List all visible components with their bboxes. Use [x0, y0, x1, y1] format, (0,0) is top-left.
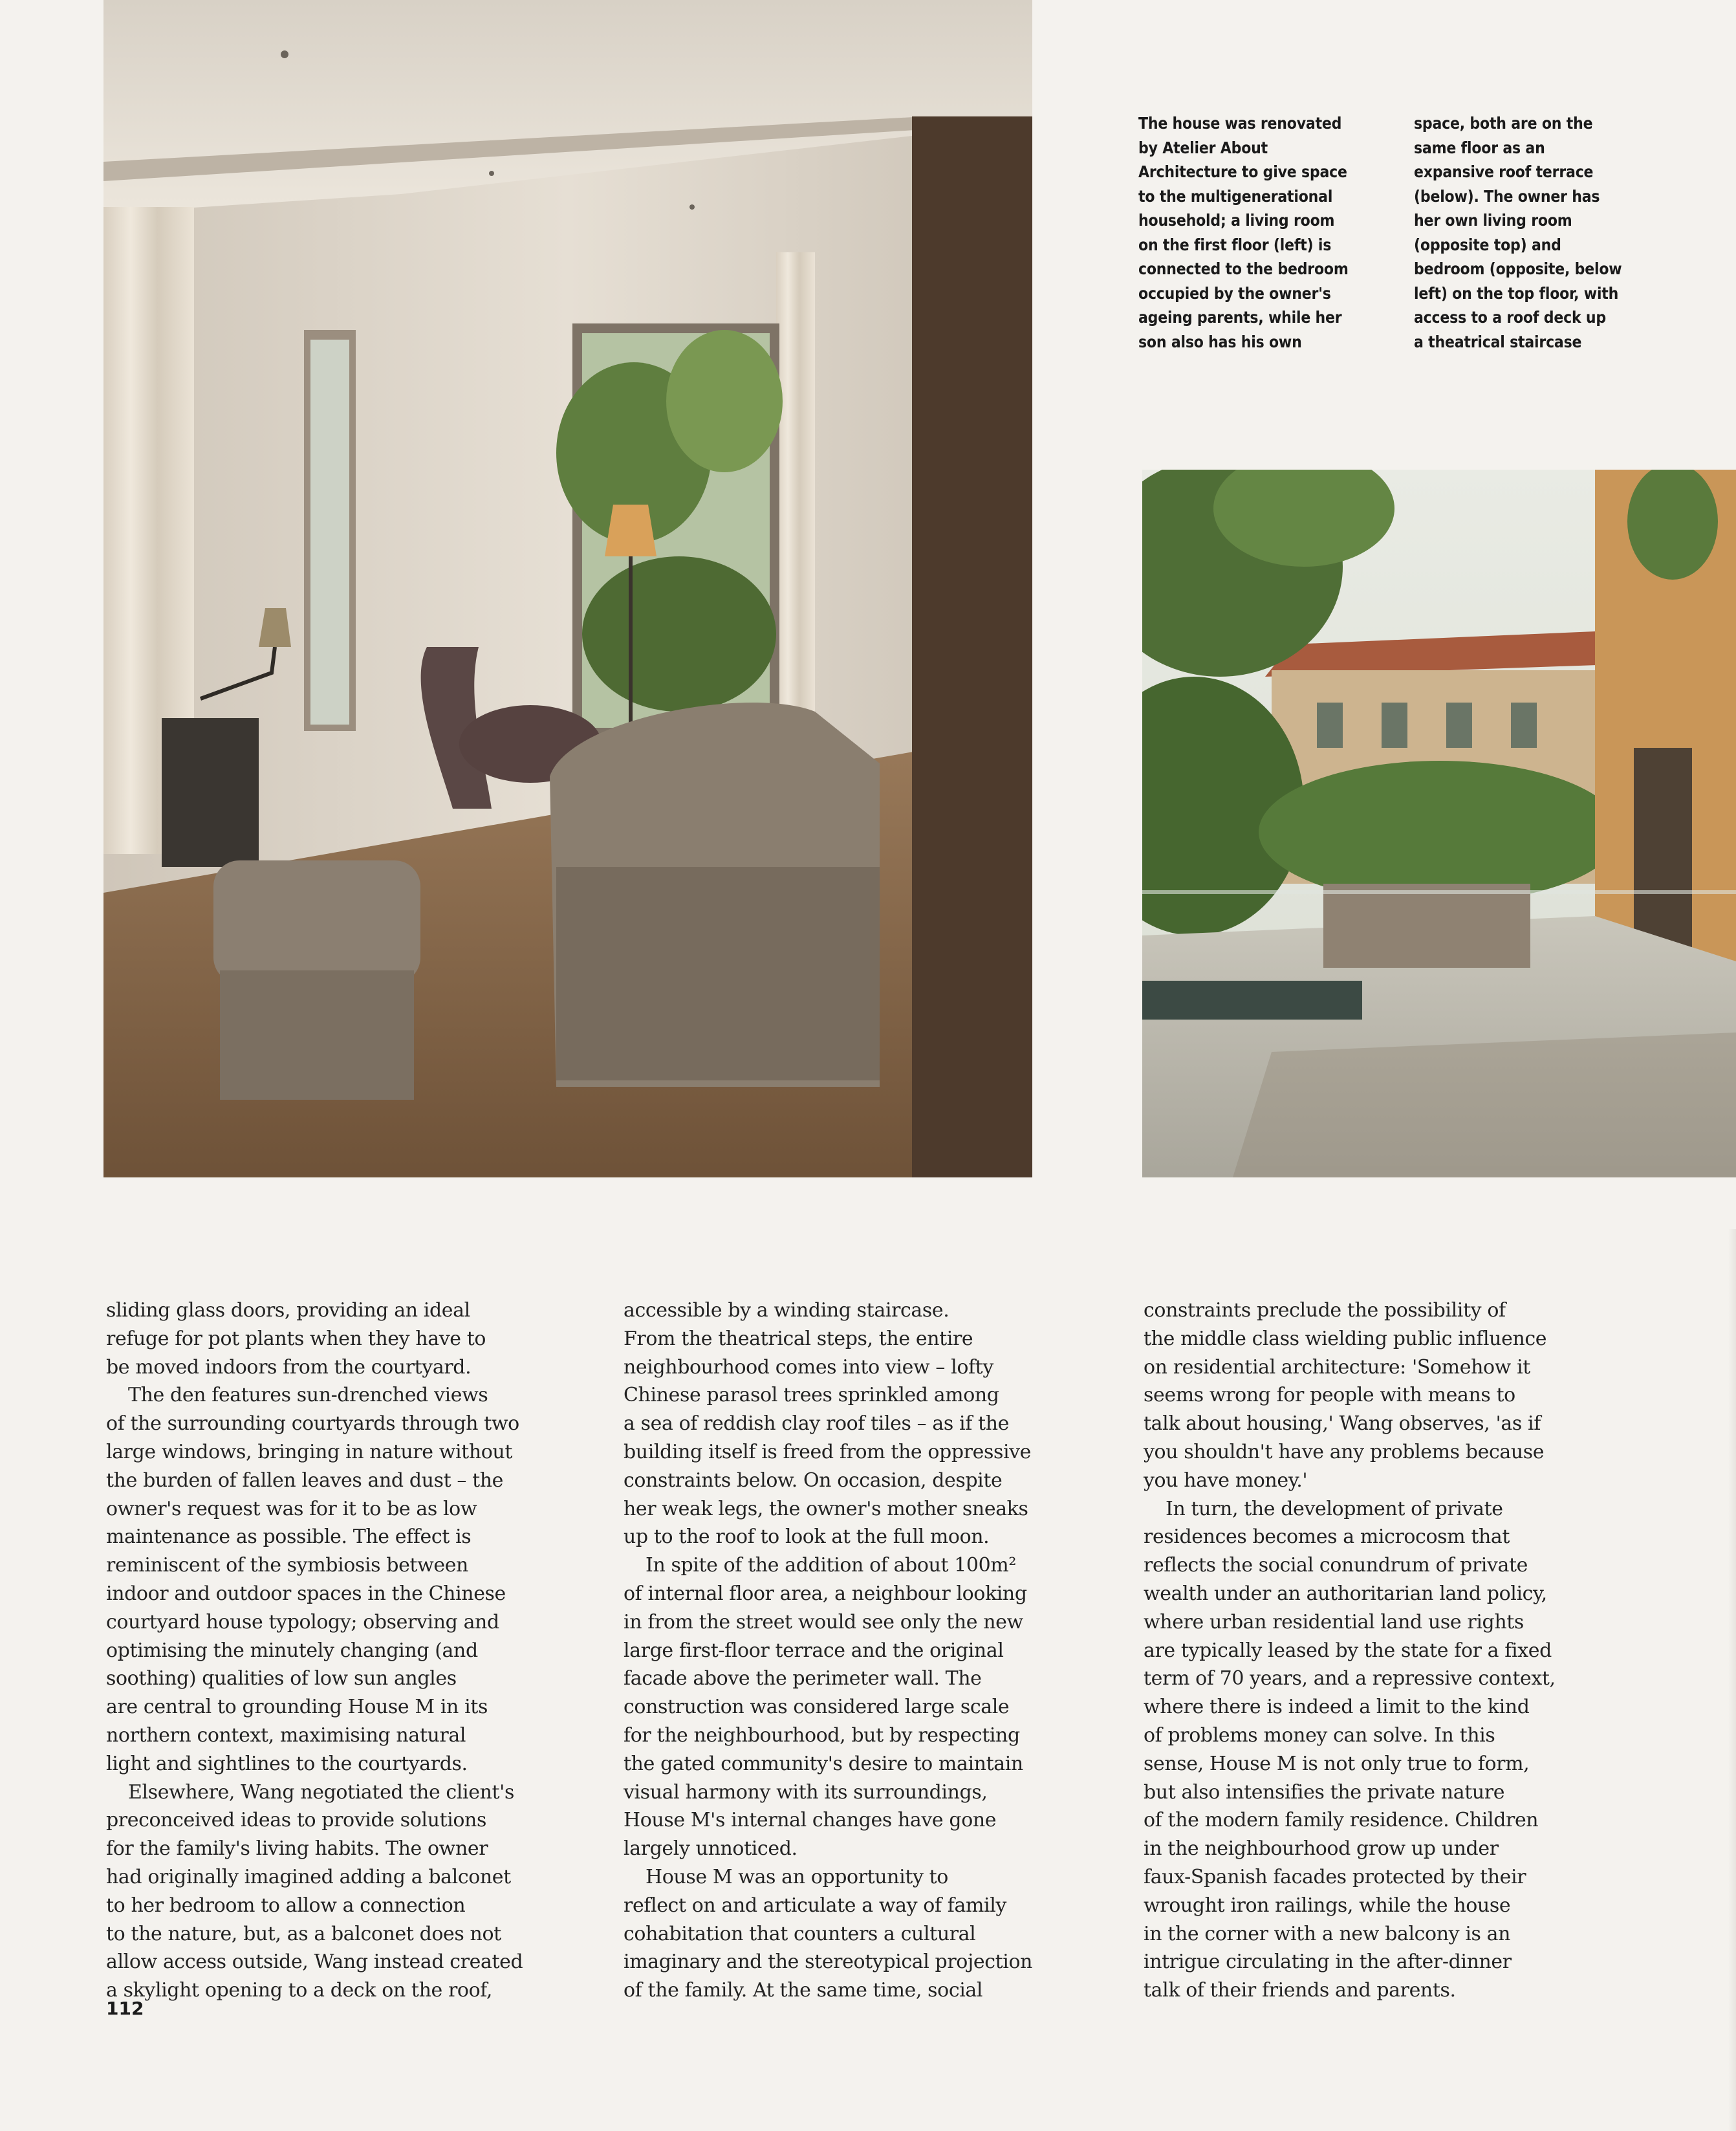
body-line: visual harmony with its surroundings, — [624, 1780, 988, 1804]
body-line: constraints below. On occasion, despite — [624, 1469, 1003, 1492]
glass-balustrade — [1142, 890, 1736, 894]
glass-balustrade-lower — [1233, 1033, 1736, 1177]
side-table — [162, 718, 259, 867]
body-line: facade above the perimeter wall. The — [624, 1667, 982, 1690]
body-column-1 — [106, 1296, 598, 2005]
body-line: of the surrounding courtyards through two — [106, 1412, 519, 1436]
caption-line: occupied by the owner's — [1138, 283, 1331, 303]
body-line: wrought iron railings, while the house — [1144, 1894, 1511, 1917]
neighbour-window — [1446, 703, 1472, 748]
body-line: northern context, maximising natural — [106, 1723, 466, 1747]
ottoman-top — [213, 860, 420, 983]
body-line: you have money.' — [1144, 1469, 1308, 1492]
body-line: Elsewhere, Wang negotiated the client's — [128, 1780, 514, 1804]
armchair-skirt — [556, 867, 880, 1080]
body-line: her weak legs, the owner's mother sneaks — [624, 1497, 1028, 1520]
body-line: courtyard house typology; observing and — [106, 1610, 499, 1634]
body-line: had originally imagined adding a balconet — [106, 1865, 511, 1888]
body-line: soothing) qualities of low sun angles — [106, 1667, 457, 1690]
body-line: maintenance as possible. The effect is — [106, 1525, 472, 1549]
body-line: be moved indoors from the courtyard. — [106, 1355, 472, 1379]
floor-lamp-shade — [605, 505, 656, 556]
body-line: on residential architecture: 'Somehow it — [1144, 1355, 1530, 1379]
body-line: The den features sun-drenched views — [128, 1384, 488, 1407]
body-line: sliding glass doors, providing an ideal — [106, 1299, 470, 1322]
body-line: refuge for pot plants when they have to — [106, 1327, 486, 1350]
caption-line: (opposite top) and — [1414, 235, 1561, 254]
body-line: where urban residential land use rights — [1144, 1610, 1524, 1634]
body-line: reminiscent of the symbiosis between — [106, 1554, 468, 1577]
body-line: In turn, the development of private — [1166, 1497, 1503, 1520]
page-number: 112 — [106, 1998, 144, 2019]
body-line: seems wrong for people with means to — [1144, 1384, 1515, 1407]
body-line: preconceived ideas to provide solutions — [106, 1809, 486, 1832]
body-column-2 — [624, 1296, 1115, 2005]
caption-column-2 — [1414, 111, 1653, 354]
caption-column-1 — [1138, 111, 1378, 354]
window-foliage — [582, 556, 776, 712]
body-line: reflect on and articulate a way of family — [624, 1894, 1006, 1917]
caption-line: expansive roof terrace — [1414, 162, 1594, 181]
body-line: talk about housing,' Wang observes, 'as if — [1144, 1412, 1541, 1436]
living-room-illustration — [103, 0, 1032, 1177]
neighbour-window — [1511, 703, 1537, 748]
caption-line: Architecture to give space — [1138, 162, 1347, 181]
body-line: but also intensifies the private nature — [1144, 1780, 1505, 1804]
body-line: of problems money can solve. In this — [1144, 1723, 1495, 1747]
body-line: neighbourhood comes into view – lofty — [624, 1355, 993, 1379]
body-line: large windows, bringing in nature without — [106, 1440, 512, 1463]
body-line: light and sightlines to the courtyards. — [106, 1752, 468, 1775]
stone-counter — [1323, 884, 1530, 968]
caption-line: her own living room — [1414, 211, 1572, 230]
caption-line: space, both are on the — [1414, 114, 1593, 133]
terrace-illustration — [1142, 470, 1736, 1177]
body-line: the burden of fallen leaves and dust – the — [106, 1469, 504, 1492]
ceiling-light — [689, 204, 695, 210]
body-line: construction was considered large scale — [624, 1696, 1010, 1719]
caption-line: same floor as an — [1414, 138, 1545, 157]
body-line: faux-Spanish facades protected by their — [1144, 1865, 1526, 1888]
body-line: the middle class wielding public influence — [1144, 1327, 1547, 1350]
body-line: a skylight opening to a deck on the roof, — [106, 1979, 493, 2002]
narrow-window-glass — [310, 340, 349, 725]
body-line: imaginary and the stereotypical projection — [624, 1951, 1033, 1974]
body-line: In spite of the addition of about 100m² — [646, 1554, 1016, 1577]
body-line: of internal floor area, a neighbour looking — [624, 1582, 1027, 1605]
caption-line: connected to the bedroom — [1138, 259, 1349, 278]
body-line: wealth under an authoritarian land policy, — [1144, 1582, 1547, 1605]
body-line: large first-floor terrace and the original — [624, 1639, 1004, 1662]
body-line: a sea of reddish clay roof tiles – as if the — [624, 1412, 1009, 1436]
body-line: of the family. At the same time, social — [624, 1979, 983, 2002]
body-line: indoor and outdoor spaces in the Chinese — [106, 1582, 506, 1605]
neighbour-window — [1382, 703, 1407, 748]
body-line: in the corner with a new balcony is an — [1144, 1922, 1511, 1945]
body-line: for the neighbourhood, but by respecting — [624, 1723, 1020, 1747]
caption-line: household; a living room — [1138, 211, 1335, 230]
body-line: intrigue circulating in the after-dinner — [1144, 1951, 1512, 1974]
caption-line: ageing parents, while her — [1138, 308, 1342, 327]
caption-line: (below). The owner has — [1414, 186, 1600, 206]
caption-line: The house was renovated — [1138, 114, 1342, 133]
body-line: to her bedroom to allow a connection — [106, 1894, 466, 1917]
photo-roof-terrace — [1142, 470, 1736, 1177]
curtain-right — [776, 252, 815, 744]
body-line: constraints preclude the possibility of — [1144, 1299, 1506, 1322]
body-line: term of 70 years, and a repressive context, — [1144, 1667, 1556, 1690]
ceiling-light — [281, 50, 288, 58]
body-line: building itself is freed from the oppressive — [624, 1440, 1032, 1463]
caption-line: son also has his own — [1138, 332, 1302, 351]
caption-line: to the multigenerational — [1138, 186, 1333, 206]
body-line: residences becomes a microcosm that — [1144, 1525, 1510, 1549]
caption-line: a theatrical staircase — [1414, 332, 1582, 351]
body-line: reflects the social conundrum of private — [1144, 1554, 1528, 1577]
window-foliage — [666, 330, 783, 472]
body-line: of the modern family residence. Children — [1144, 1809, 1539, 1832]
photo-living-room — [103, 0, 1032, 1177]
page-edge — [1728, 1229, 1736, 2131]
body-line: talk of their friends and parents. — [1144, 1979, 1456, 2002]
body-line: the gated community's desire to maintain — [624, 1752, 1023, 1775]
ottoman-skirt — [220, 970, 414, 1100]
body-line: largely unnoticed. — [624, 1837, 797, 1861]
body-line: cohabitation that counters a cultural — [624, 1922, 976, 1945]
body-line: House M was an opportunity to — [646, 1865, 948, 1888]
wood-panel-wall — [912, 116, 1032, 1177]
body-column-3 — [1144, 1296, 1635, 2005]
body-line: in the neighbourhood grow up under — [1144, 1837, 1499, 1861]
caption-line: left) on the top floor, with — [1414, 283, 1619, 303]
neighbour-window — [1317, 703, 1343, 748]
body-line: where there is indeed a limit to the kind — [1144, 1696, 1530, 1719]
body-line: are central to grounding House M in its — [106, 1696, 488, 1719]
body-line: in from the street would see only the new — [624, 1610, 1023, 1634]
body-line: owner's request was for it to be as low — [106, 1497, 477, 1520]
ceiling-light — [489, 171, 494, 176]
reflecting-pool — [1142, 981, 1362, 1020]
body-line: House M's internal changes have gone — [624, 1809, 997, 1832]
caption-line: bedroom (opposite, below — [1414, 259, 1622, 278]
body-line: for the family's living habits. The owner — [106, 1837, 488, 1861]
caption-line: on the first floor (left) is — [1138, 235, 1332, 254]
body-line: Chinese parasol trees sprinkled among — [624, 1384, 999, 1407]
body-line: to the nature, but, as a balconet does not — [106, 1922, 501, 1945]
body-line: accessible by a winding staircase. — [624, 1299, 949, 1322]
body-line: up to the roof to look at the full moon. — [624, 1525, 990, 1549]
body-line: you shouldn't have any problems because — [1144, 1440, 1545, 1463]
caption-line: access to a roof deck up — [1414, 308, 1606, 327]
body-line: are typically leased by the state for a fixed — [1144, 1639, 1552, 1662]
caption-line: by Atelier About — [1138, 138, 1268, 157]
body-line: From the theatrical steps, the entire — [624, 1327, 973, 1350]
body-line: allow access outside, Wang instead created — [106, 1951, 523, 1974]
body-line: optimising the minutely changing (and — [106, 1639, 478, 1662]
body-line: sense, House M is not only true to form, — [1144, 1752, 1530, 1775]
garden-foliage — [1259, 761, 1621, 903]
